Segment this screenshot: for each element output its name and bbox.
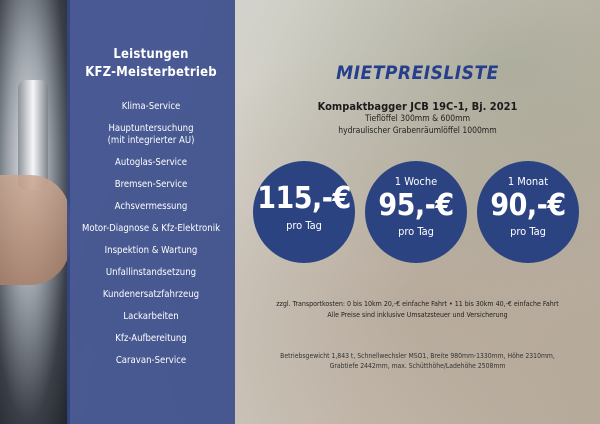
- service-item-line: (mit integrierter AU): [107, 135, 195, 146]
- price-circle-day: [253, 161, 355, 263]
- service-item: Motor-Diagnose & Kfz-Elektronik: [81, 223, 221, 234]
- price-circles: [245, 161, 590, 271]
- service-item-line: Hauptuntersuchung: [108, 123, 194, 134]
- price-unit: pro Tag: [398, 225, 434, 238]
- services-sidebar: [67, 0, 235, 424]
- sidebar-title-line2: KFZ-Meisterbetrieb: [85, 65, 217, 80]
- sidebar-title: [67, 46, 235, 82]
- price-unit: pro Tag: [510, 225, 546, 238]
- hand: [0, 175, 70, 285]
- service-item: Inspektion & Wartung: [104, 245, 198, 256]
- machine-details: [245, 351, 590, 371]
- price-value: 90,-€: [490, 188, 566, 223]
- sidebar-title-line1: Leistungen: [113, 47, 189, 62]
- details-line-2: Grabtiefe 2442mm, max. Schütthöhe/Ladehöhe 2508mm: [329, 362, 506, 370]
- price-circle-month: [477, 161, 579, 263]
- service-item: Unfallinstandsetzung: [105, 267, 197, 278]
- service-item: Kundenersatzfahrzeug: [102, 289, 200, 300]
- service-item: [67, 118, 235, 152]
- service-item: Caravan-Service: [115, 355, 187, 366]
- tax-note: Alle Preise sind inklusive Umsatzsteuer und Versicherung: [327, 311, 508, 319]
- machine-name: Kompaktbagger JCB 19C-1, Bj. 2021: [317, 100, 518, 113]
- services-list: [67, 96, 235, 372]
- price-content: [245, 0, 590, 424]
- transport-line: zzgl. Transportkosten: 0 bis 10km 20,-€ einfache Fahrt • 11 bis 30km 40,-€ einfache Fahrt: [276, 300, 559, 308]
- machine-spec-1: Tieflöffel 300mm & 600mm: [364, 114, 471, 124]
- service-item: Bremsen-Service: [114, 179, 188, 190]
- price-circle-week: [365, 161, 467, 263]
- service-item: Klima-Service: [121, 101, 181, 112]
- service-item: Autoglas-Service: [114, 157, 187, 168]
- price-unit: pro Tag: [286, 219, 322, 232]
- details-line-1: Betriebsgewicht 1,843 t, Schnellwechsler MSO1, Breite 980mm-1330mm, Höhe 2310mm,: [280, 352, 555, 360]
- price-value: 115,-€: [257, 181, 351, 216]
- price-label: 1 Woche: [394, 175, 438, 188]
- car-mechanic-photo: [0, 0, 70, 424]
- price-label: 1 Monat: [507, 175, 549, 188]
- machine-spec-2: hydraulischer Grabenräumlöffel 1000mm: [338, 126, 497, 136]
- service-item: Lackarbeiten: [123, 311, 179, 322]
- page-title: MIETPREISLISTE: [336, 62, 499, 84]
- service-item: Kfz-Aufbereitung: [115, 333, 187, 344]
- service-item: Achsvermessung: [114, 201, 188, 212]
- transport-costs: [245, 299, 590, 321]
- chrome-tool: [18, 80, 48, 190]
- price-value: 95,-€: [378, 188, 454, 223]
